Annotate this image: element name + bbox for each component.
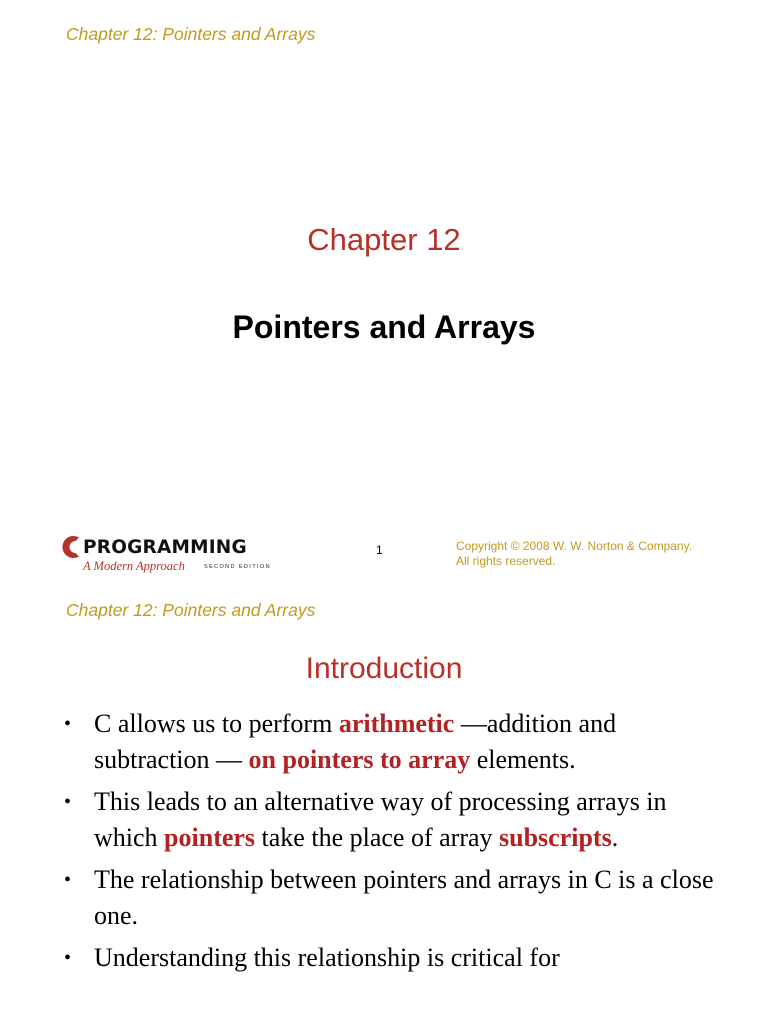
bullet-text: Understanding this relationship is critical for [94, 943, 560, 972]
logo-edition: SECOND EDITION [204, 564, 271, 570]
bullet-text: C allows us to perform [94, 709, 339, 738]
highlight-text: arithmetic [338, 709, 455, 738]
bullet-dot-icon: • [64, 869, 72, 891]
copyright-line-2: All rights reserved. [456, 553, 556, 568]
highlight-text: pointers [164, 823, 256, 852]
slide-header: Chapter 12: Pointers and Arrays [66, 600, 316, 620]
bullet-text: The relationship between pointers and arrays in C is a close one. [94, 865, 714, 930]
bullet-text: . [611, 823, 619, 852]
bullet-text: elements. [470, 745, 576, 774]
bullet-dot-icon: • [64, 791, 72, 813]
highlight-text: subscripts [499, 823, 612, 852]
c-logo-icon [58, 533, 82, 561]
bullet-text: This leads to an alternative way of processing arrays in which [94, 787, 667, 852]
bullet-dot-icon: • [64, 947, 72, 969]
bullet-text: —addition and subtraction — [94, 709, 617, 774]
bullet-item [64, 940, 724, 976]
slide-header: Chapter 12: Pointers and Arrays [66, 24, 316, 44]
chapter-title: Pointers and Arrays [232, 309, 536, 345]
bullet-dot-icon: • [64, 713, 72, 735]
page-number: 1 [376, 543, 383, 557]
copyright-notice [456, 539, 692, 568]
bullet-item [64, 784, 724, 856]
chapter-label: Chapter 12 [307, 222, 461, 257]
logo-subtitle: A Modern Approach [83, 559, 185, 573]
bullet-list [64, 706, 724, 982]
introduction-slide [0, 576, 768, 1024]
slide-title: Introduction [305, 652, 463, 685]
highlight-text: on pointers to array [248, 745, 471, 774]
bullet-item [64, 862, 724, 934]
bullet-text: take the place of array [255, 823, 500, 852]
copyright-line-1: Copyright © 2008 W. W. Norton & Company. [456, 539, 693, 553]
bullet-item [64, 706, 724, 778]
logo-wordmark: PROGRAMMING [83, 537, 247, 558]
c-programming-logo [58, 533, 288, 576]
